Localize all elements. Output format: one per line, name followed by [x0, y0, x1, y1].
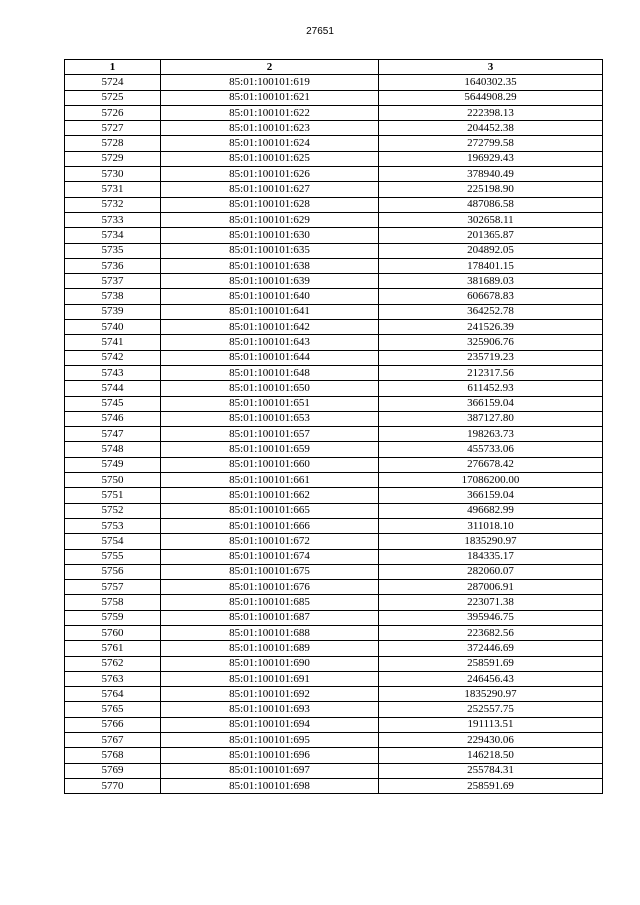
table-row	[65, 228, 603, 243]
table-row	[65, 610, 603, 625]
row-number-cell: 5732	[65, 197, 161, 212]
value-cell: 223682.56	[379, 625, 603, 640]
cadastral-number-cell: 85:01:100101:692	[161, 687, 379, 702]
data-table	[64, 59, 603, 794]
table-row	[65, 396, 603, 411]
table-row	[65, 641, 603, 656]
value-cell: 395946.75	[379, 610, 603, 625]
row-number-cell: 5745	[65, 396, 161, 411]
cadastral-number-cell: 85:01:100101:648	[161, 365, 379, 380]
cadastral-number-cell: 85:01:100101:693	[161, 702, 379, 717]
value-cell: 287006.91	[379, 580, 603, 595]
table-row	[65, 534, 603, 549]
cadastral-number-cell: 85:01:100101:628	[161, 197, 379, 212]
value-cell: 225198.90	[379, 182, 603, 197]
value-cell: 252557.75	[379, 702, 603, 717]
row-number-cell: 5734	[65, 228, 161, 243]
row-number-cell: 5756	[65, 564, 161, 579]
cadastral-number-cell: 85:01:100101:630	[161, 228, 379, 243]
value-cell: 201365.87	[379, 228, 603, 243]
table-row	[65, 549, 603, 564]
value-cell: 366159.04	[379, 488, 603, 503]
cadastral-number-cell: 85:01:100101:695	[161, 733, 379, 748]
row-number-cell: 5761	[65, 641, 161, 656]
value-cell: 229430.06	[379, 733, 603, 748]
row-number-cell: 5763	[65, 671, 161, 686]
table-row	[65, 488, 603, 503]
row-number-cell: 5765	[65, 702, 161, 717]
cadastral-number-cell: 85:01:100101:650	[161, 381, 379, 396]
table-row	[65, 335, 603, 350]
cadastral-number-cell: 85:01:100101:623	[161, 121, 379, 136]
value-cell: 146218.50	[379, 748, 603, 763]
value-cell: 366159.04	[379, 396, 603, 411]
value-cell: 1640302.35	[379, 75, 603, 90]
table-row	[65, 778, 603, 793]
row-number-cell: 5726	[65, 105, 161, 120]
cadastral-number-cell: 85:01:100101:626	[161, 167, 379, 182]
table-row	[65, 274, 603, 289]
cadastral-number-cell: 85:01:100101:688	[161, 625, 379, 640]
value-cell: 272799.58	[379, 136, 603, 151]
value-cell: 5644908.29	[379, 90, 603, 105]
cadastral-number-cell: 85:01:100101:660	[161, 457, 379, 472]
row-number-cell: 5760	[65, 625, 161, 640]
table-row	[65, 473, 603, 488]
row-number-cell: 5755	[65, 549, 161, 564]
row-number-cell: 5735	[65, 243, 161, 258]
page-number: 27651	[306, 26, 334, 37]
row-number-cell: 5752	[65, 503, 161, 518]
value-cell: 381689.03	[379, 274, 603, 289]
value-cell: 223071.38	[379, 595, 603, 610]
cadastral-number-cell: 85:01:100101:661	[161, 473, 379, 488]
value-cell: 241526.39	[379, 320, 603, 335]
value-cell: 255784.31	[379, 763, 603, 778]
row-number-cell: 5738	[65, 289, 161, 304]
table-row	[65, 411, 603, 426]
value-cell: 222398.13	[379, 105, 603, 120]
table-row	[65, 197, 603, 212]
table-row	[65, 580, 603, 595]
table-row	[65, 105, 603, 120]
cadastral-number-cell: 85:01:100101:640	[161, 289, 379, 304]
cadastral-number-cell: 85:01:100101:672	[161, 534, 379, 549]
value-cell: 372446.69	[379, 641, 603, 656]
cadastral-number-cell: 85:01:100101:662	[161, 488, 379, 503]
cadastral-number-cell: 85:01:100101:641	[161, 304, 379, 319]
table-row	[65, 717, 603, 732]
table-row	[65, 625, 603, 640]
cadastral-number-cell: 85:01:100101:696	[161, 748, 379, 763]
value-cell: 496682.99	[379, 503, 603, 518]
row-number-cell: 5766	[65, 717, 161, 732]
cadastral-number-cell: 85:01:100101:653	[161, 411, 379, 426]
row-number-cell: 5740	[65, 320, 161, 335]
table-row	[65, 457, 603, 472]
value-cell: 178401.15	[379, 258, 603, 273]
table-row	[65, 289, 603, 304]
table-row	[65, 702, 603, 717]
row-number-cell: 5751	[65, 488, 161, 503]
value-cell: 246456.43	[379, 671, 603, 686]
table-row	[65, 151, 603, 166]
value-cell: 1835290.97	[379, 534, 603, 549]
row-number-cell: 5741	[65, 335, 161, 350]
value-cell: 212317.56	[379, 365, 603, 380]
cadastral-number-cell: 85:01:100101:690	[161, 656, 379, 671]
row-number-cell: 5764	[65, 687, 161, 702]
row-number-cell: 5729	[65, 151, 161, 166]
column-header-2: 2	[161, 60, 379, 75]
value-cell: 258591.69	[379, 778, 603, 793]
value-cell: 258591.69	[379, 656, 603, 671]
table-row	[65, 763, 603, 778]
cadastral-number-cell: 85:01:100101:675	[161, 564, 379, 579]
cadastral-number-cell: 85:01:100101:625	[161, 151, 379, 166]
table-row	[65, 564, 603, 579]
cadastral-number-cell: 85:01:100101:651	[161, 396, 379, 411]
table-row	[65, 350, 603, 365]
cadastral-number-cell: 85:01:100101:622	[161, 105, 379, 120]
table-row	[65, 243, 603, 258]
value-cell: 282060.07	[379, 564, 603, 579]
table-row	[65, 442, 603, 457]
cadastral-number-cell: 85:01:100101:639	[161, 274, 379, 289]
row-number-cell: 5758	[65, 595, 161, 610]
value-cell: 184335.17	[379, 549, 603, 564]
row-number-cell: 5757	[65, 580, 161, 595]
value-cell: 196929.43	[379, 151, 603, 166]
cadastral-number-cell: 85:01:100101:619	[161, 75, 379, 90]
column-header-1: 1	[65, 60, 161, 75]
value-cell: 611452.93	[379, 381, 603, 396]
row-number-cell: 5750	[65, 473, 161, 488]
value-cell: 302658.11	[379, 212, 603, 227]
row-number-cell: 5733	[65, 212, 161, 227]
value-cell: 1835290.97	[379, 687, 603, 702]
cadastral-number-cell: 85:01:100101:657	[161, 427, 379, 442]
cadastral-number-cell: 85:01:100101:627	[161, 182, 379, 197]
table-row	[65, 182, 603, 197]
table-row	[65, 381, 603, 396]
table-row	[65, 75, 603, 90]
row-number-cell: 5731	[65, 182, 161, 197]
value-cell: 204452.38	[379, 121, 603, 136]
row-number-cell: 5727	[65, 121, 161, 136]
row-number-cell: 5759	[65, 610, 161, 625]
cadastral-number-cell: 85:01:100101:685	[161, 595, 379, 610]
cadastral-number-cell: 85:01:100101:666	[161, 518, 379, 533]
value-cell: 387127.80	[379, 411, 603, 426]
table-header-row	[65, 60, 603, 75]
cadastral-number-cell: 85:01:100101:674	[161, 549, 379, 564]
row-number-cell: 5754	[65, 534, 161, 549]
cadastral-number-cell: 85:01:100101:687	[161, 610, 379, 625]
cadastral-number-cell: 85:01:100101:676	[161, 580, 379, 595]
cadastral-number-cell: 85:01:100101:689	[161, 641, 379, 656]
row-number-cell: 5728	[65, 136, 161, 151]
value-cell: 487086.58	[379, 197, 603, 212]
table-row	[65, 748, 603, 763]
value-cell: 204892.05	[379, 243, 603, 258]
table-row	[65, 518, 603, 533]
table-row	[65, 503, 603, 518]
value-cell: 191113.51	[379, 717, 603, 732]
row-number-cell: 5767	[65, 733, 161, 748]
value-cell: 311018.10	[379, 518, 603, 533]
row-number-cell: 5769	[65, 763, 161, 778]
cadastral-number-cell: 85:01:100101:643	[161, 335, 379, 350]
value-cell: 198263.73	[379, 427, 603, 442]
row-number-cell: 5736	[65, 258, 161, 273]
cadastral-number-cell: 85:01:100101:644	[161, 350, 379, 365]
table-row	[65, 687, 603, 702]
row-number-cell: 5770	[65, 778, 161, 793]
table-row	[65, 167, 603, 182]
cadastral-number-cell: 85:01:100101:691	[161, 671, 379, 686]
cadastral-number-cell: 85:01:100101:638	[161, 258, 379, 273]
row-number-cell: 5747	[65, 427, 161, 442]
value-cell: 606678.83	[379, 289, 603, 304]
cadastral-number-cell: 85:01:100101:621	[161, 90, 379, 105]
cadastral-number-cell: 85:01:100101:665	[161, 503, 379, 518]
cadastral-number-cell: 85:01:100101:697	[161, 763, 379, 778]
cadastral-number-cell: 85:01:100101:698	[161, 778, 379, 793]
table-row	[65, 365, 603, 380]
value-cell: 455733.06	[379, 442, 603, 457]
table-row	[65, 121, 603, 136]
table-row	[65, 595, 603, 610]
row-number-cell: 5762	[65, 656, 161, 671]
table-row	[65, 90, 603, 105]
cadastral-number-cell: 85:01:100101:659	[161, 442, 379, 457]
table-row	[65, 671, 603, 686]
row-number-cell: 5743	[65, 365, 161, 380]
table-row	[65, 320, 603, 335]
row-number-cell: 5725	[65, 90, 161, 105]
cadastral-number-cell: 85:01:100101:624	[161, 136, 379, 151]
table-row	[65, 258, 603, 273]
row-number-cell: 5742	[65, 350, 161, 365]
row-number-cell: 5739	[65, 304, 161, 319]
value-cell: 378940.49	[379, 167, 603, 182]
row-number-cell: 5744	[65, 381, 161, 396]
table-row	[65, 427, 603, 442]
table-body	[65, 75, 603, 794]
table-row	[65, 136, 603, 151]
row-number-cell: 5748	[65, 442, 161, 457]
cadastral-number-cell: 85:01:100101:694	[161, 717, 379, 732]
cadastral-number-cell: 85:01:100101:635	[161, 243, 379, 258]
row-number-cell: 5768	[65, 748, 161, 763]
table-row	[65, 656, 603, 671]
value-cell: 325906.76	[379, 335, 603, 350]
cadastral-number-cell: 85:01:100101:642	[161, 320, 379, 335]
table-row	[65, 733, 603, 748]
row-number-cell: 5753	[65, 518, 161, 533]
table-row	[65, 304, 603, 319]
column-header-3: 3	[379, 60, 603, 75]
value-cell: 276678.42	[379, 457, 603, 472]
row-number-cell: 5749	[65, 457, 161, 472]
table-row	[65, 212, 603, 227]
value-cell: 235719.23	[379, 350, 603, 365]
value-cell: 17086200.00	[379, 473, 603, 488]
row-number-cell: 5730	[65, 167, 161, 182]
value-cell: 364252.78	[379, 304, 603, 319]
row-number-cell: 5737	[65, 274, 161, 289]
row-number-cell: 5746	[65, 411, 161, 426]
row-number-cell: 5724	[65, 75, 161, 90]
cadastral-number-cell: 85:01:100101:629	[161, 212, 379, 227]
